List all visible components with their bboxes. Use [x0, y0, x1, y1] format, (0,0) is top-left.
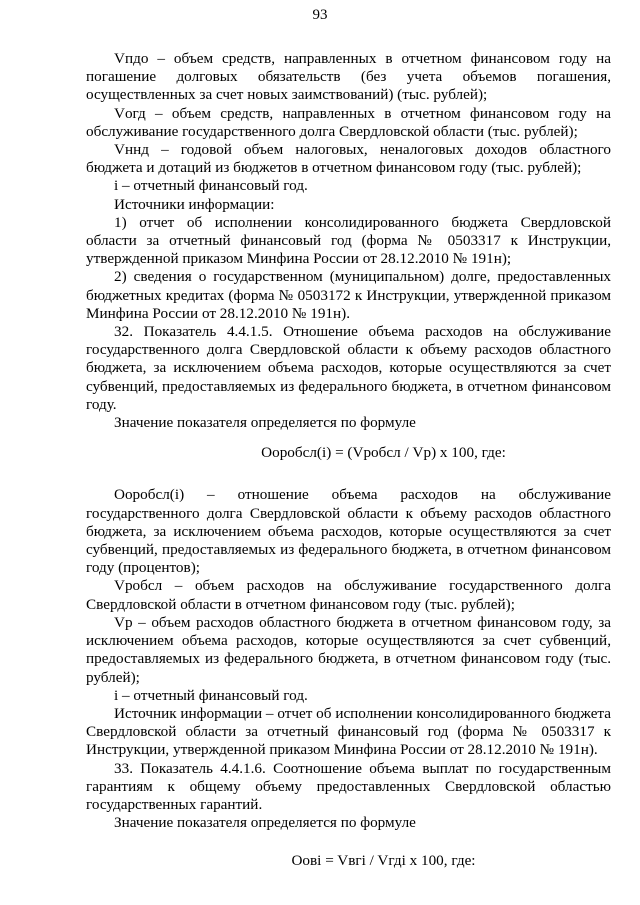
formula-1: Оорoбсл(i) = (Vробсл / Vр) х 100, где:: [261, 444, 506, 462]
indicator-33: 33. Показатель 4.4.1.6. Соотношение объема выплат по государственным гарантиям к общему объему предоставленных Свердловской областью государственных гарантий.: [86, 759, 611, 813]
source-info: Источник информации – отчет об исполнении консолидированного бюджета Свердловской области за отчетный финансовый год (форма № 0503317 к Инструкции, утвержденной приказом Минфина России от 28.12.2010 № 191н).: [86, 704, 611, 759]
sources-heading: Источники информации:: [114, 195, 275, 213]
definition-i-2: i – отчетный финансовый год.: [114, 686, 308, 704]
formula-intro-1: Значение показателя определяется по формуле: [114, 414, 416, 432]
definition-vogd: Vогд – объем средств, направленных в отчетном финансовом году на обслуживание государственного долга Свердловской области (тыс. рублей);: [86, 104, 611, 140]
definition-i: i – отчетный финансовый год.: [114, 177, 308, 195]
definition-vrobsl: Vробсл – объем расходов на обслуживание государственного долга Свердловской области в отчетном финансовом году (тыс. рублей);: [86, 577, 611, 613]
definition-oorobsl: Оорoбсл(i) – отношение объема расходов на обслуживание государственного долга Свердловской области к объему расходов областного бюджета, за исключением объема расходов, которые осуществляются за счет субвенций, предоставляемых из федерального бюджета, в отчетном финансовом году (процентов);: [86, 486, 611, 577]
source-item-2: 2) сведения о государственном (муниципальном) долге, предоставленных бюджетных кредитах (форма № 0503172 к Инструкции, утвержденной приказом Минфина России от 28.12.2010 № 191н).: [86, 268, 611, 322]
definition-vnnd: Vннд – годовой объем налоговых, неналоговых доходов областного бюджета и дотаций из бюджетов в отчетном финансовом году (тыс. рублей);: [86, 141, 611, 177]
indicator-32: 32. Показатель 4.4.1.5. Отношение объема расходов на обслуживание государственного долга Свердловской области к объему расходов областного бюджета, за исключением объема расходов, которые осуществляются за счет субвенций, предоставляемых из федерального бюджета, в отчетном финансовом году.: [86, 323, 611, 413]
definition-vr: Vр – объем расходов областного бюджета в отчетном финансовом году, за исключением объема расходов, которые осуществляются за счет субвенций, предоставляемых из федерального бюджета, в отчетном финансовом году (тыс. рублей);: [86, 613, 611, 686]
definition-vpdo: Vпдо – объем средств, направленных в отчетном финансовом году на погашение долговых обязательств (без учета объемов погашения, осуществленных за счет новых заимствований) (тыс. рублей);: [86, 50, 611, 104]
formula-intro-2: Значение показателя определяется по формуле: [114, 814, 416, 832]
formula-2: Оовi = Vвгi / Vгдi х 100, где:: [291, 852, 476, 870]
source-item-1: 1) отчет об исполнении консолидированного бюджета Свердловской области за отчетный финансовый год (форма № 0503317 к Инструкции, утвержденной приказом Минфина России от 28.12.2010 № 191н);: [86, 213, 611, 268]
document-body: [86, 50, 611, 871]
page-number: 93: [312, 7, 328, 23]
